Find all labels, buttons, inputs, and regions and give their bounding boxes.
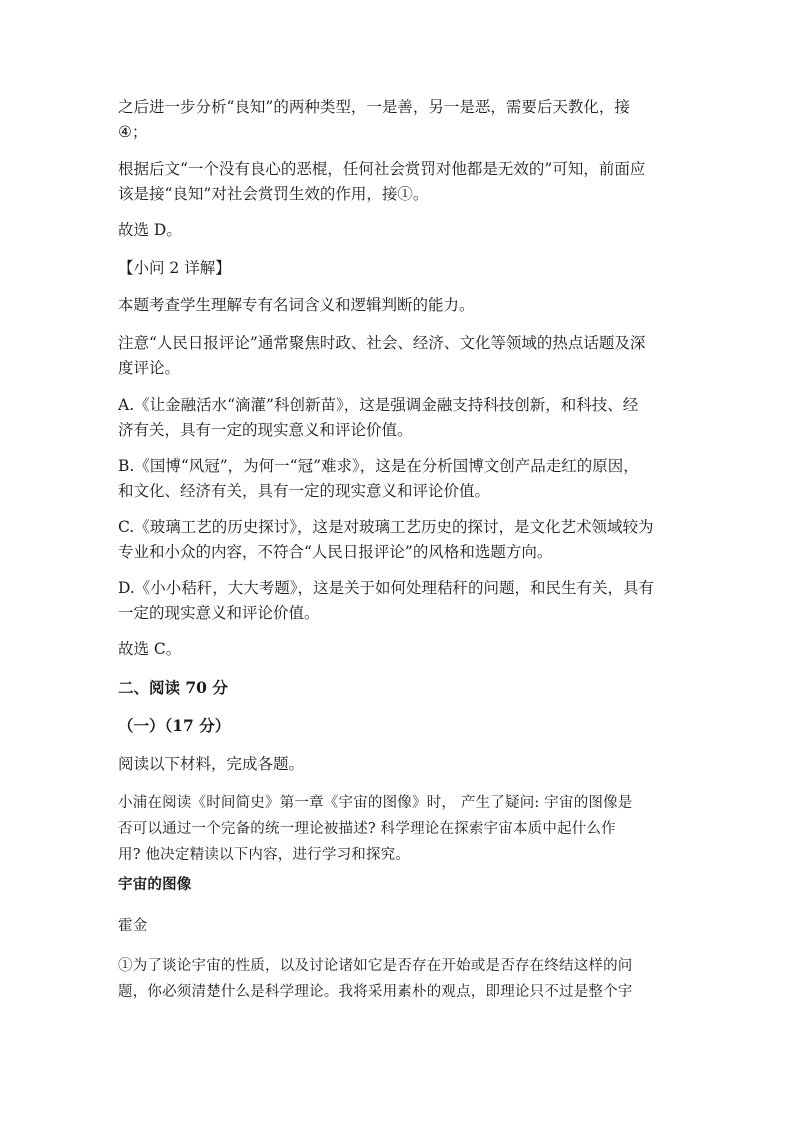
text-line: 【小问 2 详解】 bbox=[118, 259, 231, 277]
instruction bbox=[118, 752, 678, 777]
text-line: A.《让金融活水“滴灌”科创新苗》，这是强调金融支持科技创新，和科技、经 bbox=[118, 396, 639, 414]
text-line: 否可以通过一个完备的统一理论被描述? 科学理论在探索宇宙本质中起什么作 bbox=[118, 821, 616, 837]
text-line: 故选 D。 bbox=[118, 221, 182, 239]
text-line: 专业和小众的内容，不符合“人民日报评论”的风格和选题方向。 bbox=[118, 543, 553, 561]
text-line: 小浦在阅读《时间简史》第一章《宇宙的图像》时， 产生了疑问: 宇宙的图像是 bbox=[118, 795, 633, 811]
paragraph-analysis-type bbox=[118, 95, 678, 145]
option-a bbox=[118, 393, 678, 443]
text-line: 注意“人民日报评论”通常聚焦时政、社会、经济、文化等领域的热点话题及深 bbox=[118, 334, 646, 352]
text-line: D.《小小秸秆，大大考题》，这是关于如何处理秸秆的问题，和民生有关，具有 bbox=[118, 579, 655, 597]
paragraph-context-clue bbox=[118, 157, 678, 207]
text-line: B.《国博“风冠”，为何一“冠”难求》，这是在分析国博文创产品走红的原因， bbox=[118, 457, 639, 475]
paragraph-note bbox=[118, 331, 678, 381]
text-line: C.《玻璃工艺的历史探讨》，这是对玻璃工艺历史的探讨，是文化艺术领域较为 bbox=[118, 518, 654, 536]
text-line: ①为了谈论宇宙的性质，以及讨论诸如它是否存在开始或是否存在终结这样的问 bbox=[118, 958, 633, 974]
subsection-title bbox=[118, 713, 678, 738]
text-line: 本题考查学生理解专有名词含义和逻辑判断的能力。 bbox=[118, 296, 475, 314]
section-heading bbox=[118, 256, 678, 281]
text-line: （一）（17 分） bbox=[118, 716, 231, 735]
paragraph-intro bbox=[118, 293, 678, 318]
text-line: 用? 他决定精读以下内容，进行学习和探究。 bbox=[118, 847, 411, 863]
option-d bbox=[118, 576, 678, 626]
option-c bbox=[118, 515, 678, 565]
article-paragraph-1 bbox=[118, 953, 678, 1005]
text-line: 二、阅读 70 分 bbox=[118, 678, 228, 697]
answer-line bbox=[118, 637, 678, 662]
text-line: 该是接“良知”对社会赏罚生效的作用，接①。 bbox=[118, 185, 429, 203]
text-line: 之后进一步分析“良知”的两种类型，一是善，另一是恶，需要后天教化，接 bbox=[118, 98, 630, 116]
text-line: 根据后文“一个没有良心的恶棍，任何社会赏罚对他都是无效的”可知，前面应 bbox=[118, 160, 646, 178]
text-line: 和文化、经济有关，具有一定的现实意义和评论价值。 bbox=[118, 482, 491, 500]
text-line: ④； bbox=[118, 123, 148, 141]
material-intro bbox=[118, 790, 678, 868]
article-author bbox=[118, 913, 678, 939]
text-line: 济有关，具有一定的现实意义和评论价值。 bbox=[118, 421, 413, 439]
answer-line bbox=[118, 218, 678, 243]
text-line: 题，你必须清楚什么是科学理论。我将采用素朴的观点，即理论只不过是整个宇 bbox=[118, 984, 633, 1000]
text-line: 度评论。 bbox=[118, 359, 181, 377]
option-b bbox=[118, 454, 678, 504]
text-line: 故选 C。 bbox=[118, 640, 182, 658]
section-title bbox=[118, 675, 678, 700]
text-line: 一定的现实意义和评论价值。 bbox=[118, 604, 320, 622]
text-line: 霍金 bbox=[118, 918, 148, 934]
text-line: 宇宙的图像 bbox=[118, 876, 192, 893]
text-line: 阅读以下材料，完成各题。 bbox=[118, 755, 305, 773]
article-title bbox=[118, 872, 678, 898]
